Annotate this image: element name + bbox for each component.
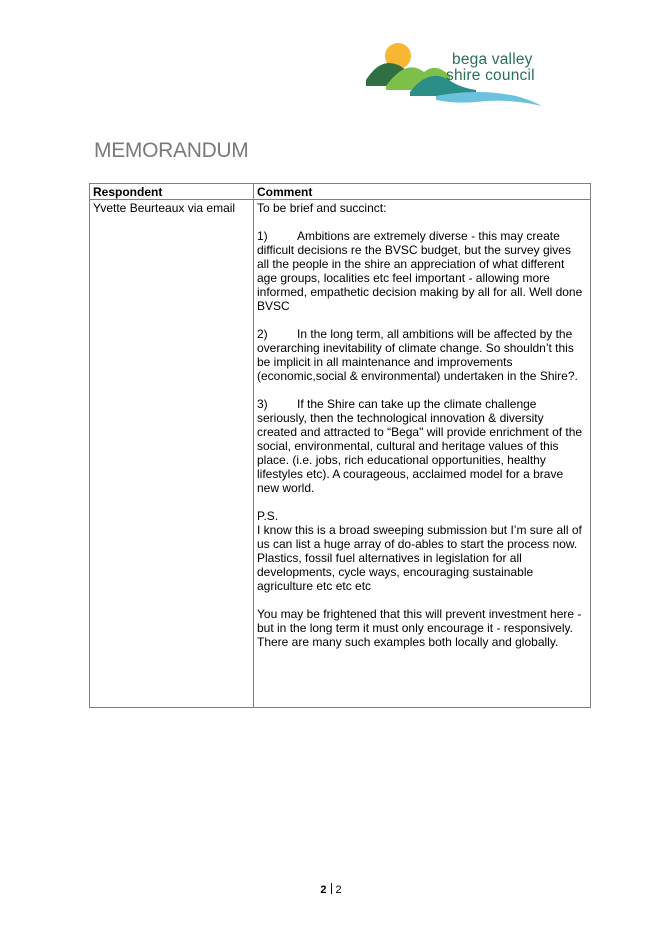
page-separator [331, 883, 332, 894]
column-header-respondent: Respondent [90, 184, 254, 200]
table-header-row [90, 184, 591, 200]
comment-ps [257, 509, 586, 593]
item-number: 3) [257, 397, 268, 411]
item-text: Ambitions are extremely diverse - this may create difficult decisions re the BVSC budget, but the survey gives all the people in the shire an appreciation of what different age groups, localities etc feel important - allowing more informed, empathetic decision making by all for all. Well done BVSC [257, 229, 583, 313]
table-row [90, 200, 591, 708]
comment-item [257, 229, 586, 313]
item-number: 1) [257, 229, 268, 243]
comment-item [257, 397, 586, 495]
item-number: 2) [257, 327, 268, 341]
council-logo [366, 40, 546, 110]
page-number: 2 [320, 884, 327, 896]
ps-label: P.S. [257, 509, 279, 523]
respondent-cell: Yvette Beurteaux via email [90, 200, 254, 708]
comment-intro: To be brief and succinct: [257, 201, 387, 215]
page-total: 2 [335, 884, 342, 896]
comment-closing: You may be frightened that this will prevent investment here - but in the long term it must only encourage it - responsively. There are many such examples both locally and globally. [257, 607, 582, 649]
comment-cell [254, 200, 591, 708]
item-text: In the long term, all ambitions will be affected by the overarching inevitability of climate change. So shouldn’t this be implicit in all maintenance and improvements (economic,social & environmental) undertaken in the Shire?. [257, 327, 578, 383]
ps-text: I know this is a broad sweeping submission but I’m sure all of us can list a huge array of do-ables to start the process now. Plastics, fossil fuel alternatives in legislation for all developments, cycle ways, encouraging sustainable agriculture etc etc etc [257, 523, 582, 593]
logo-text-line1: bega valley [452, 51, 533, 68]
item-text: If the Shire can take up the climate challenge seriously, then the technological innovation & diversity created and attracted to “Bega" will provide enrichment of the social, environmental, cultural and heritage values of this place. (i.e. jobs, rich educational opportunities, healthy lifestyles etc). A courageous, acclaimed model for a brave new world. [257, 397, 583, 495]
submission-table [89, 183, 591, 708]
logo-text-line2: shire council [446, 67, 535, 84]
column-header-comment: Comment [254, 184, 591, 200]
page-footer [0, 883, 662, 896]
comment-item [257, 327, 586, 383]
page-title: MEMORANDUM [94, 139, 249, 162]
